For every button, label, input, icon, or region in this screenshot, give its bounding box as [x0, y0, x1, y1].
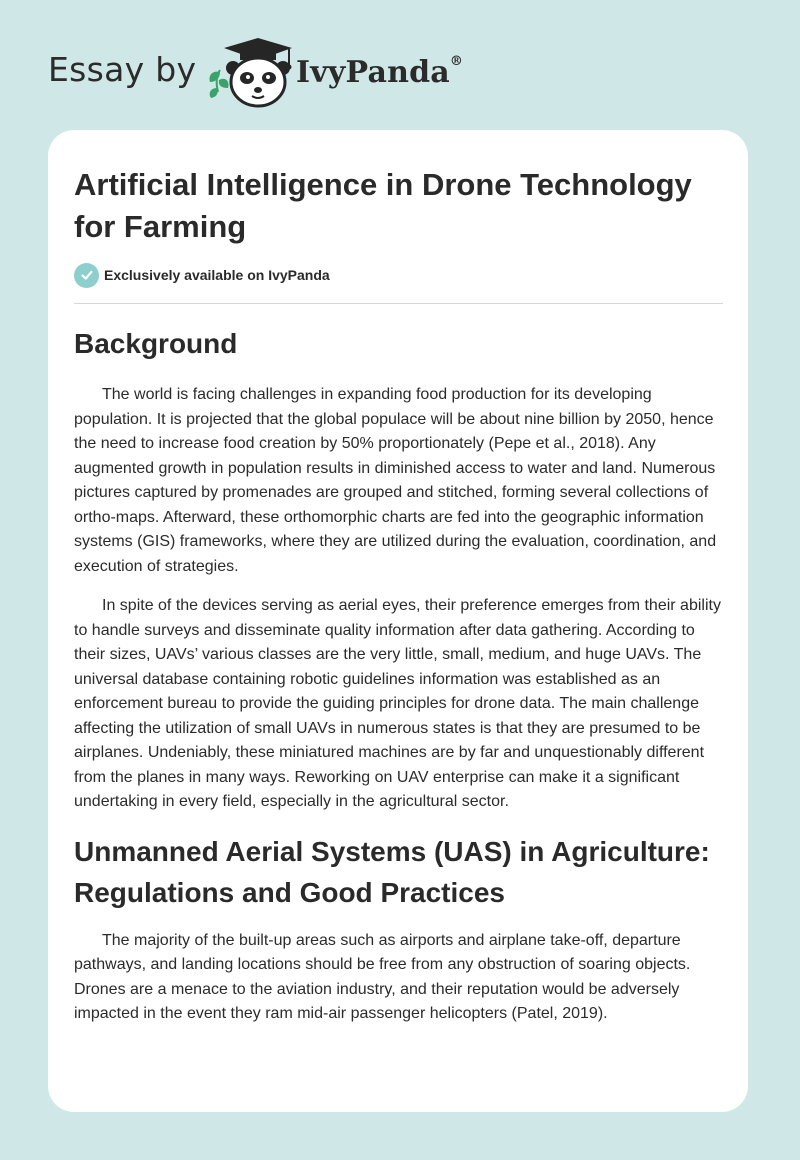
check-icon — [74, 263, 99, 288]
section-heading-background: Background — [74, 328, 238, 359]
section-heading-uas: Unmanned Aerial Systems (UAS) in Agriculture: Regulations and Good Practices — [74, 835, 710, 908]
registered-mark: ® — [449, 54, 464, 69]
article-title: Artificial Intelligence in Drone Technology for Farming — [74, 167, 692, 244]
paragraph: In spite of the devices serving as aerial eyes, their preference emerges from their ability to handle surveys and disseminate quality information after data gathering. According to their sizes, UAVs’ various classes are the very little, small, medium, and huge UAVs. The universal database containing robotic guidelines information was established as an enforcement bureau to provide the guiding principles for drone data. The main challenge affecting the utilization of small UAVs in numerous states is that they are presumed to be airplanes. Undeniably, these miniatured machines are by far and unquestionably different from the planes in many ways. Reworking on UAV enterprise can make it a significant undertaking in every field, especially in the agricultural sector. — [74, 597, 721, 810]
site-header — [0, 0, 800, 130]
paragraph: The majority of the built-up areas such as airports and airplane take-off, departure pathways, and landing locations should be free from any obstruction of soaring objects. Drones are a menace to the aviation industry, and their reputation would be adversely impacted in the event they ram mid-air passenger helicopters (Patel, 2019). — [74, 931, 691, 1022]
exclusive-badge — [74, 262, 330, 288]
brand-name[interactable] — [296, 55, 463, 90]
title-divider — [74, 303, 723, 304]
essay-by-label: Essay by — [48, 50, 197, 89]
brand-label: IvyPanda — [296, 55, 450, 90]
article-body — [74, 320, 726, 1027]
paragraph: The world is facing challenges in expanding food production for its developing population. It is projected that the global populace will be about nine billion by 2050, hence the need to increase food creation by 50% proportionately (Pepe et al., 2018). Any augmented growth in population results in diminished access to water and land. Numerous pictures captured by promenades are grouped and stitched, forming several collections of ortho-maps. Afterward, these orthomorphic charts are fed into the geographic information systems (GIS) frameworks, where they are utilized during the evaluation, coordination, and execution of strategies. — [74, 386, 717, 575]
leaf-icon — [209, 70, 228, 98]
exclusive-label: Exclusively available on IvyPanda — [104, 267, 330, 283]
article-card — [48, 130, 748, 1112]
panda-graduate-icon[interactable] — [200, 36, 300, 110]
